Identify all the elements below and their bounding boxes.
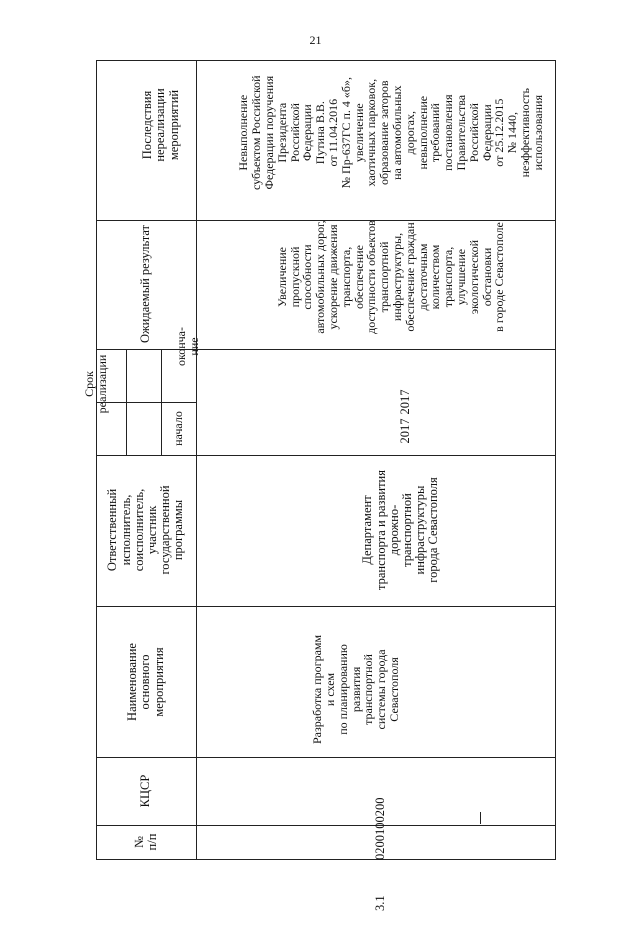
header-num: № п/п [131,833,159,851]
header-executor: Ответственный исполнитель, соисполнитель, участник государственной программы [105,485,186,575]
header-term-end: оконча- ние [173,327,201,366]
header-name: Наименование основного мероприятия [125,643,166,721]
scan-mark [480,812,481,824]
cell-kcsr: 0200100200 [373,797,388,860]
rotated-table [82,60,556,911]
cell-name: Разработка программ и схем по планированию развития транспортной системы города Севастополя [310,634,401,744]
header-consequences: Последствия нереализации мероприятий [140,88,181,162]
header-term-start: начало [171,411,186,446]
cell-executor: Департамент транспорта и развития дорожно- транспортной инфраструктуры города Севастополя [360,470,441,591]
page-number: 21 [309,33,322,47]
header-expected-result: Ожидаемый результат [138,224,153,344]
cell-num: 3.1 [373,895,388,911]
cell-expected-result: Увеличение пропускной способности автомобильных дорог, ускорение движения транспорта, обеспечение доступности объектов транспортной инфраструктуры, обеспечение граждан достаточным количеством транспорта, улучшение экологической обстановки в городе Севастополе [274,220,507,334]
header-term: Срок реализации [82,354,109,414]
cell-term-end: 2017 [398,389,413,415]
cell-term-start: 2017 [398,418,413,444]
header-kcsr: КЦСР [138,774,153,808]
cell-consequences: Невыполнение субъектом Российской Федерации поручения Президента Российской Федерации Путина В.В. от 11.04.2016 № Пр-637ГС п. 4 «б», увеличение хаотичных парковок, образование заторов на автомобильных дорогах, невыполнение требований постановления Правительства Российской Федерации от 25.12.2015 № 1440, неэффективность использования [236,75,545,190]
